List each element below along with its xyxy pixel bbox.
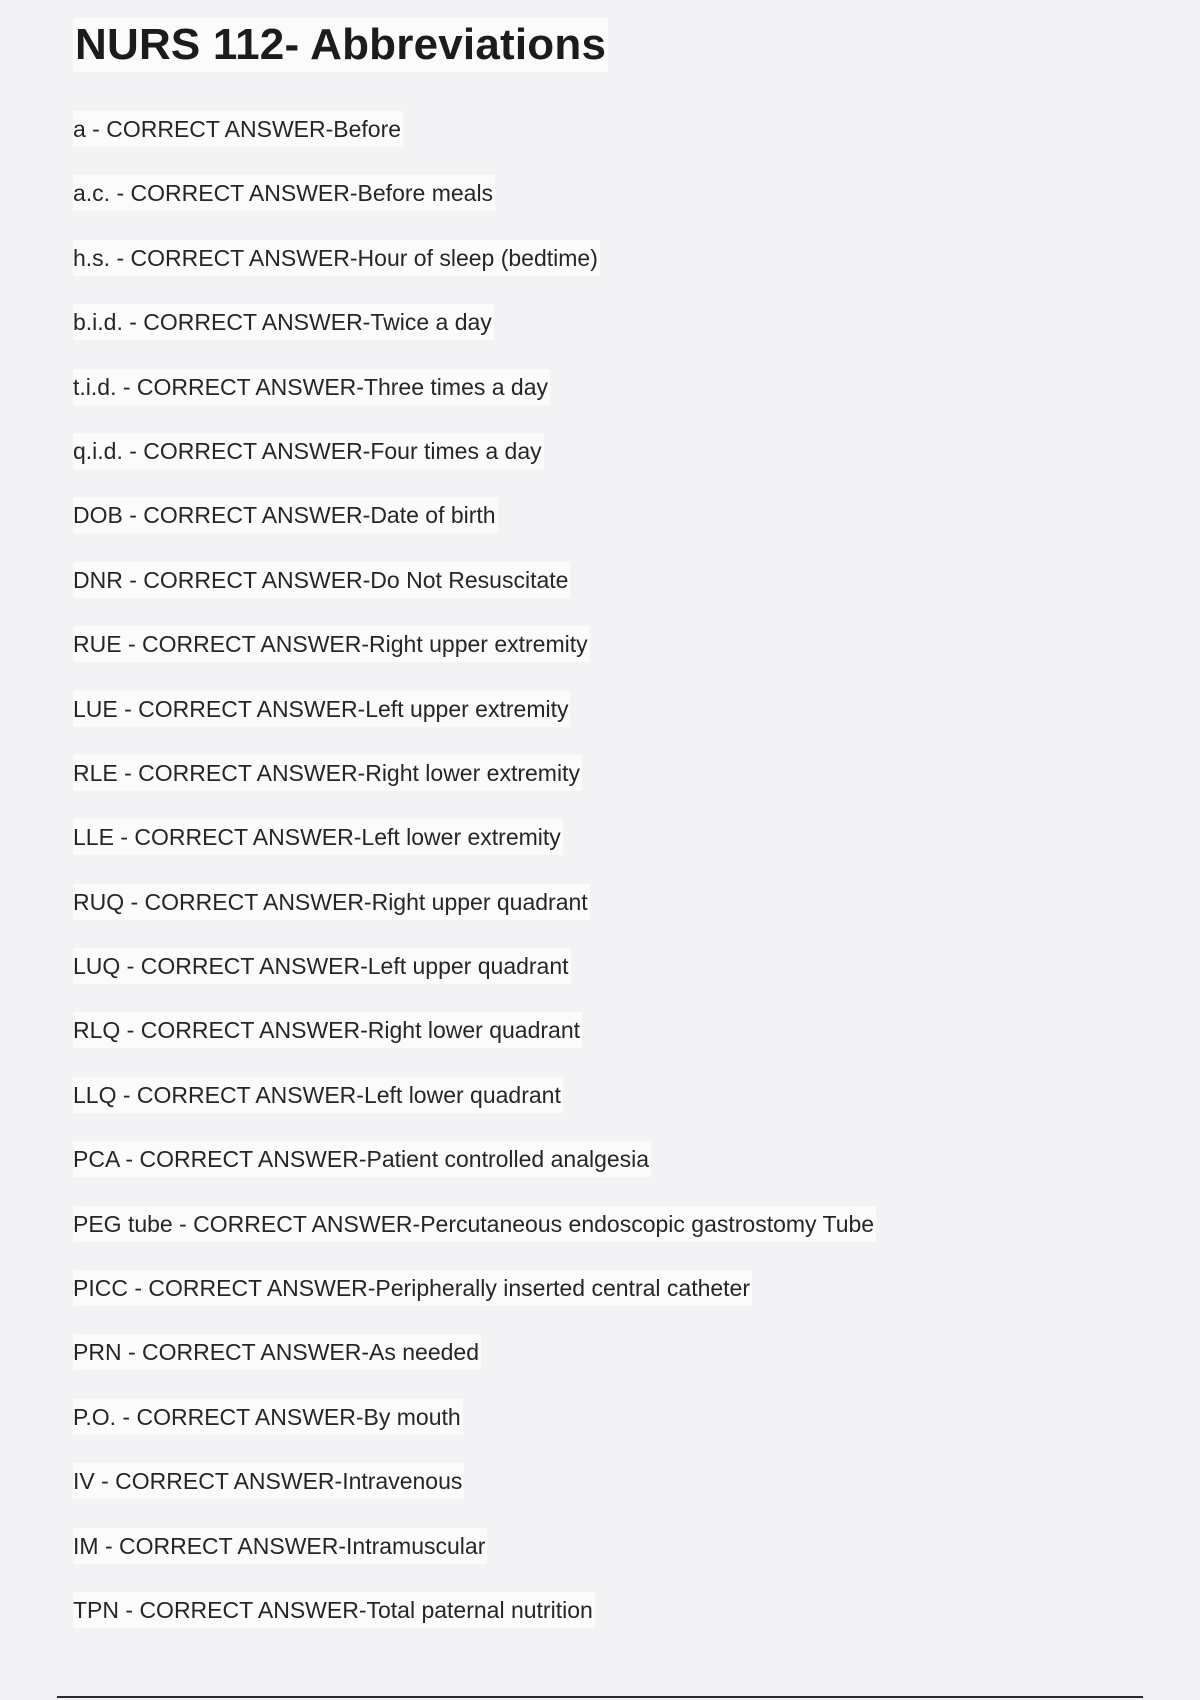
abbreviation-entry: DNR - CORRECT ANSWER-Do Not Resuscitate xyxy=(73,562,570,598)
page-bottom-divider xyxy=(57,1696,1143,1698)
list-item xyxy=(73,1206,876,1270)
abbreviation-entry: IV - CORRECT ANSWER-Intravenous xyxy=(73,1463,464,1499)
list-item xyxy=(73,1270,876,1334)
list-item xyxy=(73,1012,876,1076)
list-item xyxy=(73,948,876,1012)
list-item xyxy=(73,691,876,755)
abbreviation-entry: RUQ - CORRECT ANSWER-Right upper quadrant xyxy=(73,884,590,920)
abbreviation-entry: PCA - CORRECT ANSWER-Patient controlled analgesia xyxy=(73,1141,651,1177)
list-item xyxy=(73,1463,876,1527)
list-item xyxy=(73,369,876,433)
abbreviation-entry: IM - CORRECT ANSWER-Intramuscular xyxy=(73,1528,487,1564)
abbreviation-list xyxy=(73,111,876,1656)
list-item xyxy=(73,1334,876,1398)
abbreviation-entry: b.i.d. - CORRECT ANSWER-Twice a day xyxy=(73,304,494,340)
list-item xyxy=(73,1077,876,1141)
list-item xyxy=(73,562,876,626)
abbreviation-entry: TPN - CORRECT ANSWER-Total paternal nutrition xyxy=(73,1592,595,1628)
list-item xyxy=(73,175,876,239)
abbreviation-entry: LUQ - CORRECT ANSWER-Left upper quadrant xyxy=(73,948,571,984)
abbreviation-entry: P.O. - CORRECT ANSWER-By mouth xyxy=(73,1399,463,1435)
abbreviation-entry: LUE - CORRECT ANSWER-Left upper extremity xyxy=(73,691,570,727)
list-item xyxy=(73,626,876,690)
abbreviation-entry: LLE - CORRECT ANSWER-Left lower extremity xyxy=(73,819,563,855)
page-title: NURS 112- Abbreviations xyxy=(73,18,608,72)
list-item xyxy=(73,1528,876,1592)
abbreviation-entry: PEG tube - CORRECT ANSWER-Percutaneous endoscopic gastrostomy Tube xyxy=(73,1206,876,1242)
abbreviation-entry: RUE - CORRECT ANSWER-Right upper extremity xyxy=(73,626,590,662)
list-item xyxy=(73,304,876,368)
abbreviation-entry: t.i.d. - CORRECT ANSWER-Three times a day xyxy=(73,369,550,405)
abbreviation-entry: q.i.d. - CORRECT ANSWER-Four times a day xyxy=(73,433,544,469)
list-item xyxy=(73,111,876,175)
list-item xyxy=(73,240,876,304)
abbreviation-entry: RLQ - CORRECT ANSWER-Right lower quadrant xyxy=(73,1012,582,1048)
list-item xyxy=(73,1141,876,1205)
abbreviation-entry: RLE - CORRECT ANSWER-Right lower extremity xyxy=(73,755,582,791)
abbreviation-entry: a.c. - CORRECT ANSWER-Before meals xyxy=(73,175,495,211)
abbreviation-entry: LLQ - CORRECT ANSWER-Left lower quadrant xyxy=(73,1077,563,1113)
abbreviation-entry: h.s. - CORRECT ANSWER-Hour of sleep (bedtime) xyxy=(73,240,600,276)
abbreviation-entry: PRN - CORRECT ANSWER-As needed xyxy=(73,1334,481,1370)
list-item xyxy=(73,1592,876,1656)
list-item xyxy=(73,1399,876,1463)
abbreviation-entry: DOB - CORRECT ANSWER-Date of birth xyxy=(73,497,498,533)
abbreviation-entry: a - CORRECT ANSWER-Before xyxy=(73,111,403,147)
list-item xyxy=(73,755,876,819)
list-item xyxy=(73,819,876,883)
list-item xyxy=(73,497,876,561)
abbreviation-entry: PICC - CORRECT ANSWER-Peripherally inserted central catheter xyxy=(73,1270,752,1306)
list-item xyxy=(73,884,876,948)
list-item xyxy=(73,433,876,497)
